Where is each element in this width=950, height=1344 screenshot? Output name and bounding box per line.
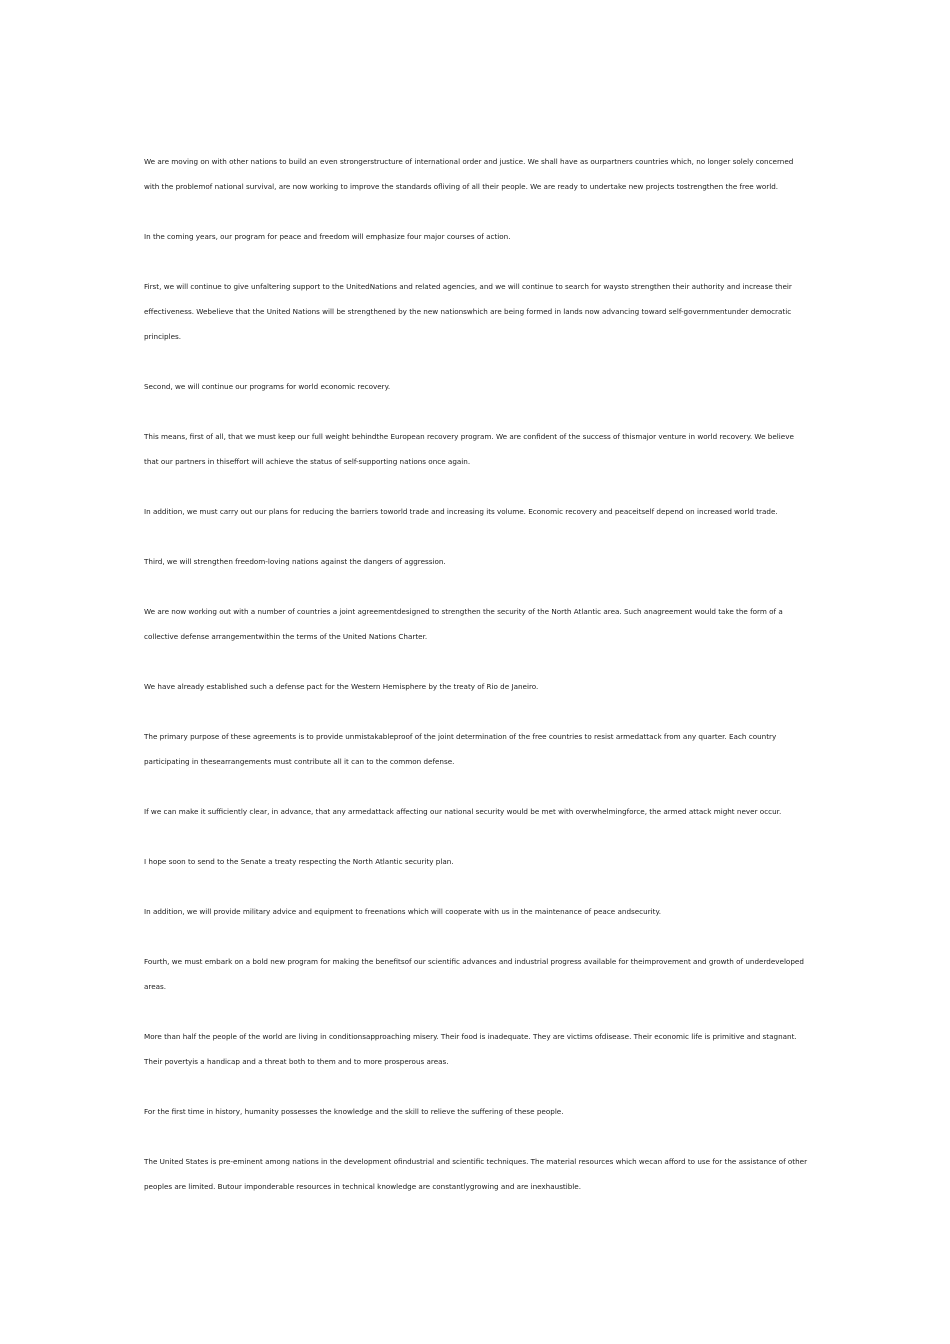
paragraph-4: Second, we will continue our programs for world economic recovery. [144, 382, 391, 391]
paragraph-12: I hope soon to send to the Senate a treaty respecting the North Atlantic security plan. [144, 857, 454, 866]
paragraph-14: Fourth, we must embark on a bold new program for making the benefitsof our scientific advances and industrial progress available for theimprovement and growth of underdeveloped areas. [144, 957, 804, 991]
paragraph-11: If we can make it sufficiently clear, in advance, that any armedattack affecting our national security would be met with overwhelmingforce, the armed attack might never occur. [144, 807, 782, 816]
paragraph-3: First, we will continue to give unfaltering support to the UnitedNations and related agencies, and we will continue to search for waysto strengthen their authority and increase their effectiveness. Webelieve that the United Nations will be strengthened by the new nationswhich are being formed in lands now advancing toward self-governmentunder democratic principles. [144, 282, 792, 341]
paragraph-6: In addition, we must carry out our plans for reducing the barriers toworld trade and increasing its volume. Economic recovery and peaceitself depend on increased world trade. [144, 507, 778, 516]
paragraph-5: This means, first of all, that we must keep our full weight behindthe European recovery program. We are confident of the success of thismajor venture in world recovery. We believe that our partners in thiseffort will achieve the status of self-supporting nations once again. [144, 432, 794, 466]
paragraph-2: In the coming years, our program for peace and freedom will emphasize four major courses of action. [144, 232, 511, 241]
paragraph-10: The primary purpose of these agreements is to provide unmistakableproof of the joint determination of the free countries to resist armedattack from any quarter. Each country participating in thesearrangements must contribute all it can to the common defense. [144, 732, 777, 766]
paragraph-16: For the first time in history, humanity possesses the knowledge and the skill to relieve the suffering of these people. [144, 1107, 564, 1116]
paragraph-17: The United States is pre-eminent among nations in the development ofindustrial and scientific techniques. The material resources which wecan afford to use for the assistance of other peoples are limited. Butour imponderable resources in technical knowledge are constantlygrowing and are inexhaustible. [144, 1157, 808, 1191]
paragraph-1: We are moving on with other nations to build an even strongerstructure of international order and justice. We shall have as ourpartners countries which, no longer solely concerned with the problemof national survival, are now working to improve the standards ofliving of all their people. We are ready to undertake new projects tostrengthen the free world. [144, 157, 794, 191]
paragraph-15: More than half the people of the world are living in conditionsapproaching misery. Their food is inadequate. They are victims ofdisease. Their economic life is primitive and stagnant. Their povertyis a handicap and a threat both to them and to more prosperous areas. [144, 1032, 797, 1066]
paragraph-8: We are now working out with a number of countries a joint agreementdesigned to strengthen the security of the North Atlantic area. Such anagreement would take the form of a collective defense arrangementwithin the terms of the United Nations Charter. [144, 607, 783, 641]
paragraph-13: In addition, we will provide military advice and equipment to freenations which will cooperate with us in the maintenance of peace andsecurity. [144, 907, 661, 916]
paragraph-9: We have already established such a defense pact for the Western Hemisphere by the treaty of Rio de Janeiro. [144, 682, 539, 691]
document-body [144, 149, 808, 1199]
paragraph-7: Third, we will strengthen freedom-loving nations against the dangers of aggression. [144, 557, 446, 566]
